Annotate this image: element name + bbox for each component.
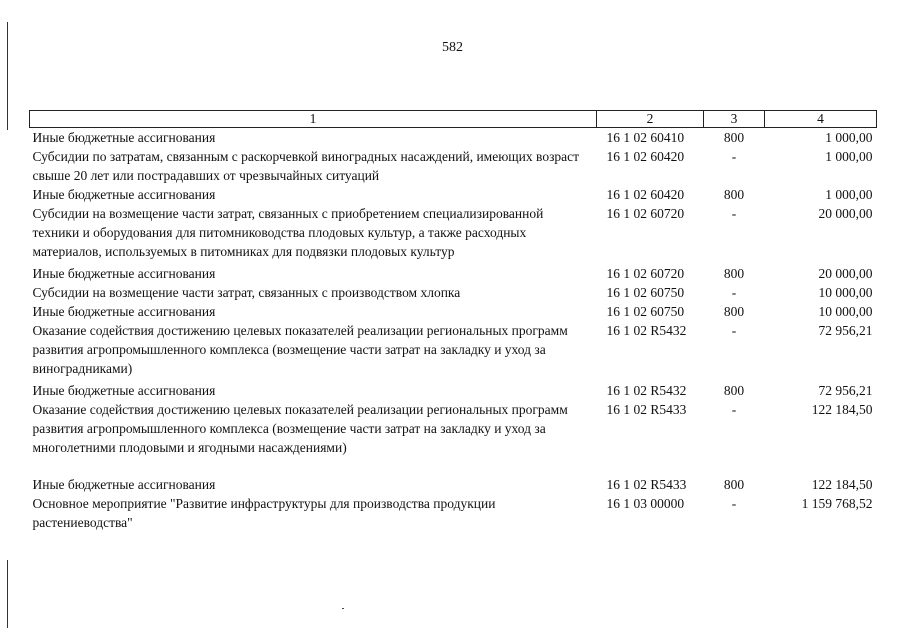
budget-table [29, 110, 877, 532]
row-name: Иные бюджетные ассигнования [32, 266, 216, 281]
row-amount: 122 184,50 [811, 477, 873, 492]
row-type: - [731, 402, 737, 417]
row-name: Оказание содействия достижению целевых показателей реализации региональных программ развития агропромышленного комплекса (возмещение части затрат на закладку и уход за виноградниками) [32, 323, 568, 376]
row-amount: 1 159 768,52 [801, 496, 873, 511]
table-row [30, 204, 877, 264]
row-amount: 20 000,00 [818, 266, 873, 281]
row-code: 16 1 02 60750 [606, 304, 685, 319]
row-name: Субсидии по затратам, связанным с раскорчевкой виноградных насаждений, имеющих возраст свыше 20 лет или пострадавших от чрезвычайных ситуаций [32, 149, 580, 183]
row-name: Субсидии на возмещение части затрат, связанных с производством хлопка [32, 285, 461, 300]
scan-edge-mark-bottom [7, 560, 8, 628]
row-name: Иные бюджетные ассигнования [32, 304, 216, 319]
row-code: 16 1 02 R5433 [606, 477, 687, 492]
scan-edge-mark-top [7, 22, 8, 130]
row-amount: 1 000,00 [825, 149, 873, 164]
row-code: 16 1 02 R5433 [606, 402, 687, 417]
table-row [30, 321, 877, 381]
row-name: Иные бюджетные ассигнования [32, 477, 216, 492]
row-code: 16 1 02 60420 [606, 149, 685, 164]
row-type: 800 [723, 304, 745, 319]
scan-dot [342, 608, 344, 609]
row-code: 16 1 02 60720 [606, 206, 685, 221]
table-row [30, 128, 877, 148]
column-header-type: 3 [704, 111, 765, 128]
table-row [30, 302, 877, 321]
row-amount: 122 184,50 [811, 402, 873, 417]
row-type: 800 [723, 266, 745, 281]
row-type: - [731, 285, 737, 300]
page-number: 582 [442, 40, 463, 55]
table-row [30, 283, 877, 302]
row-code: 16 1 02 60410 [606, 130, 685, 145]
row-amount: 72 956,21 [818, 323, 873, 338]
row-name: Иные бюджетные ассигнования [32, 187, 216, 202]
column-header-name: 1 [30, 111, 597, 128]
row-code: 16 1 02 R5432 [606, 323, 687, 338]
row-name: Основное мероприятие "Развитие инфраструктуры для производства продукции растениеводства" [32, 496, 496, 530]
row-amount: 1 000,00 [825, 130, 873, 145]
row-name: Оказание содействия достижению целевых показателей реализации региональных программ развития агропромышленного комплекса (возмещение части затрат на закладку и уход за многолетними плодовыми и ягодными насаждениями) [32, 402, 568, 455]
row-name: Субсидии на возмещение части затрат, связанных с приобретением специализированной техники и оборудования для питомниководства плодовых культур, а также расходных материалов, используемых в питомниках для подвязки плодовых культур [32, 206, 544, 259]
table-header-row [30, 111, 877, 128]
row-type: - [731, 323, 737, 338]
row-type: - [731, 496, 737, 511]
row-type: 800 [723, 383, 745, 398]
row-type: - [731, 149, 737, 164]
row-name: Иные бюджетные ассигнования [32, 130, 216, 145]
row-amount: 20 000,00 [818, 206, 873, 221]
table-row [30, 400, 877, 475]
column-header-code: 2 [597, 111, 704, 128]
row-code: 16 1 02 R5432 [606, 383, 687, 398]
row-type: 800 [723, 130, 745, 145]
row-amount: 10 000,00 [818, 304, 873, 319]
table-row [30, 185, 877, 204]
row-amount: 10 000,00 [818, 285, 873, 300]
row-code: 16 1 03 00000 [606, 496, 685, 511]
table-row [30, 381, 877, 400]
row-type: 800 [723, 477, 745, 492]
row-amount: 72 956,21 [818, 383, 873, 398]
table-row [30, 264, 877, 283]
table-row [30, 475, 877, 494]
row-type: - [731, 206, 737, 221]
row-name: Иные бюджетные ассигнования [32, 383, 216, 398]
row-amount: 1 000,00 [825, 187, 873, 202]
row-code: 16 1 02 60750 [606, 285, 685, 300]
row-code: 16 1 02 60720 [606, 266, 685, 281]
row-code: 16 1 02 60420 [606, 187, 685, 202]
table-row [30, 147, 877, 185]
table-row [30, 494, 877, 532]
row-type: 800 [723, 187, 745, 202]
column-header-amount: 4 [765, 111, 877, 128]
